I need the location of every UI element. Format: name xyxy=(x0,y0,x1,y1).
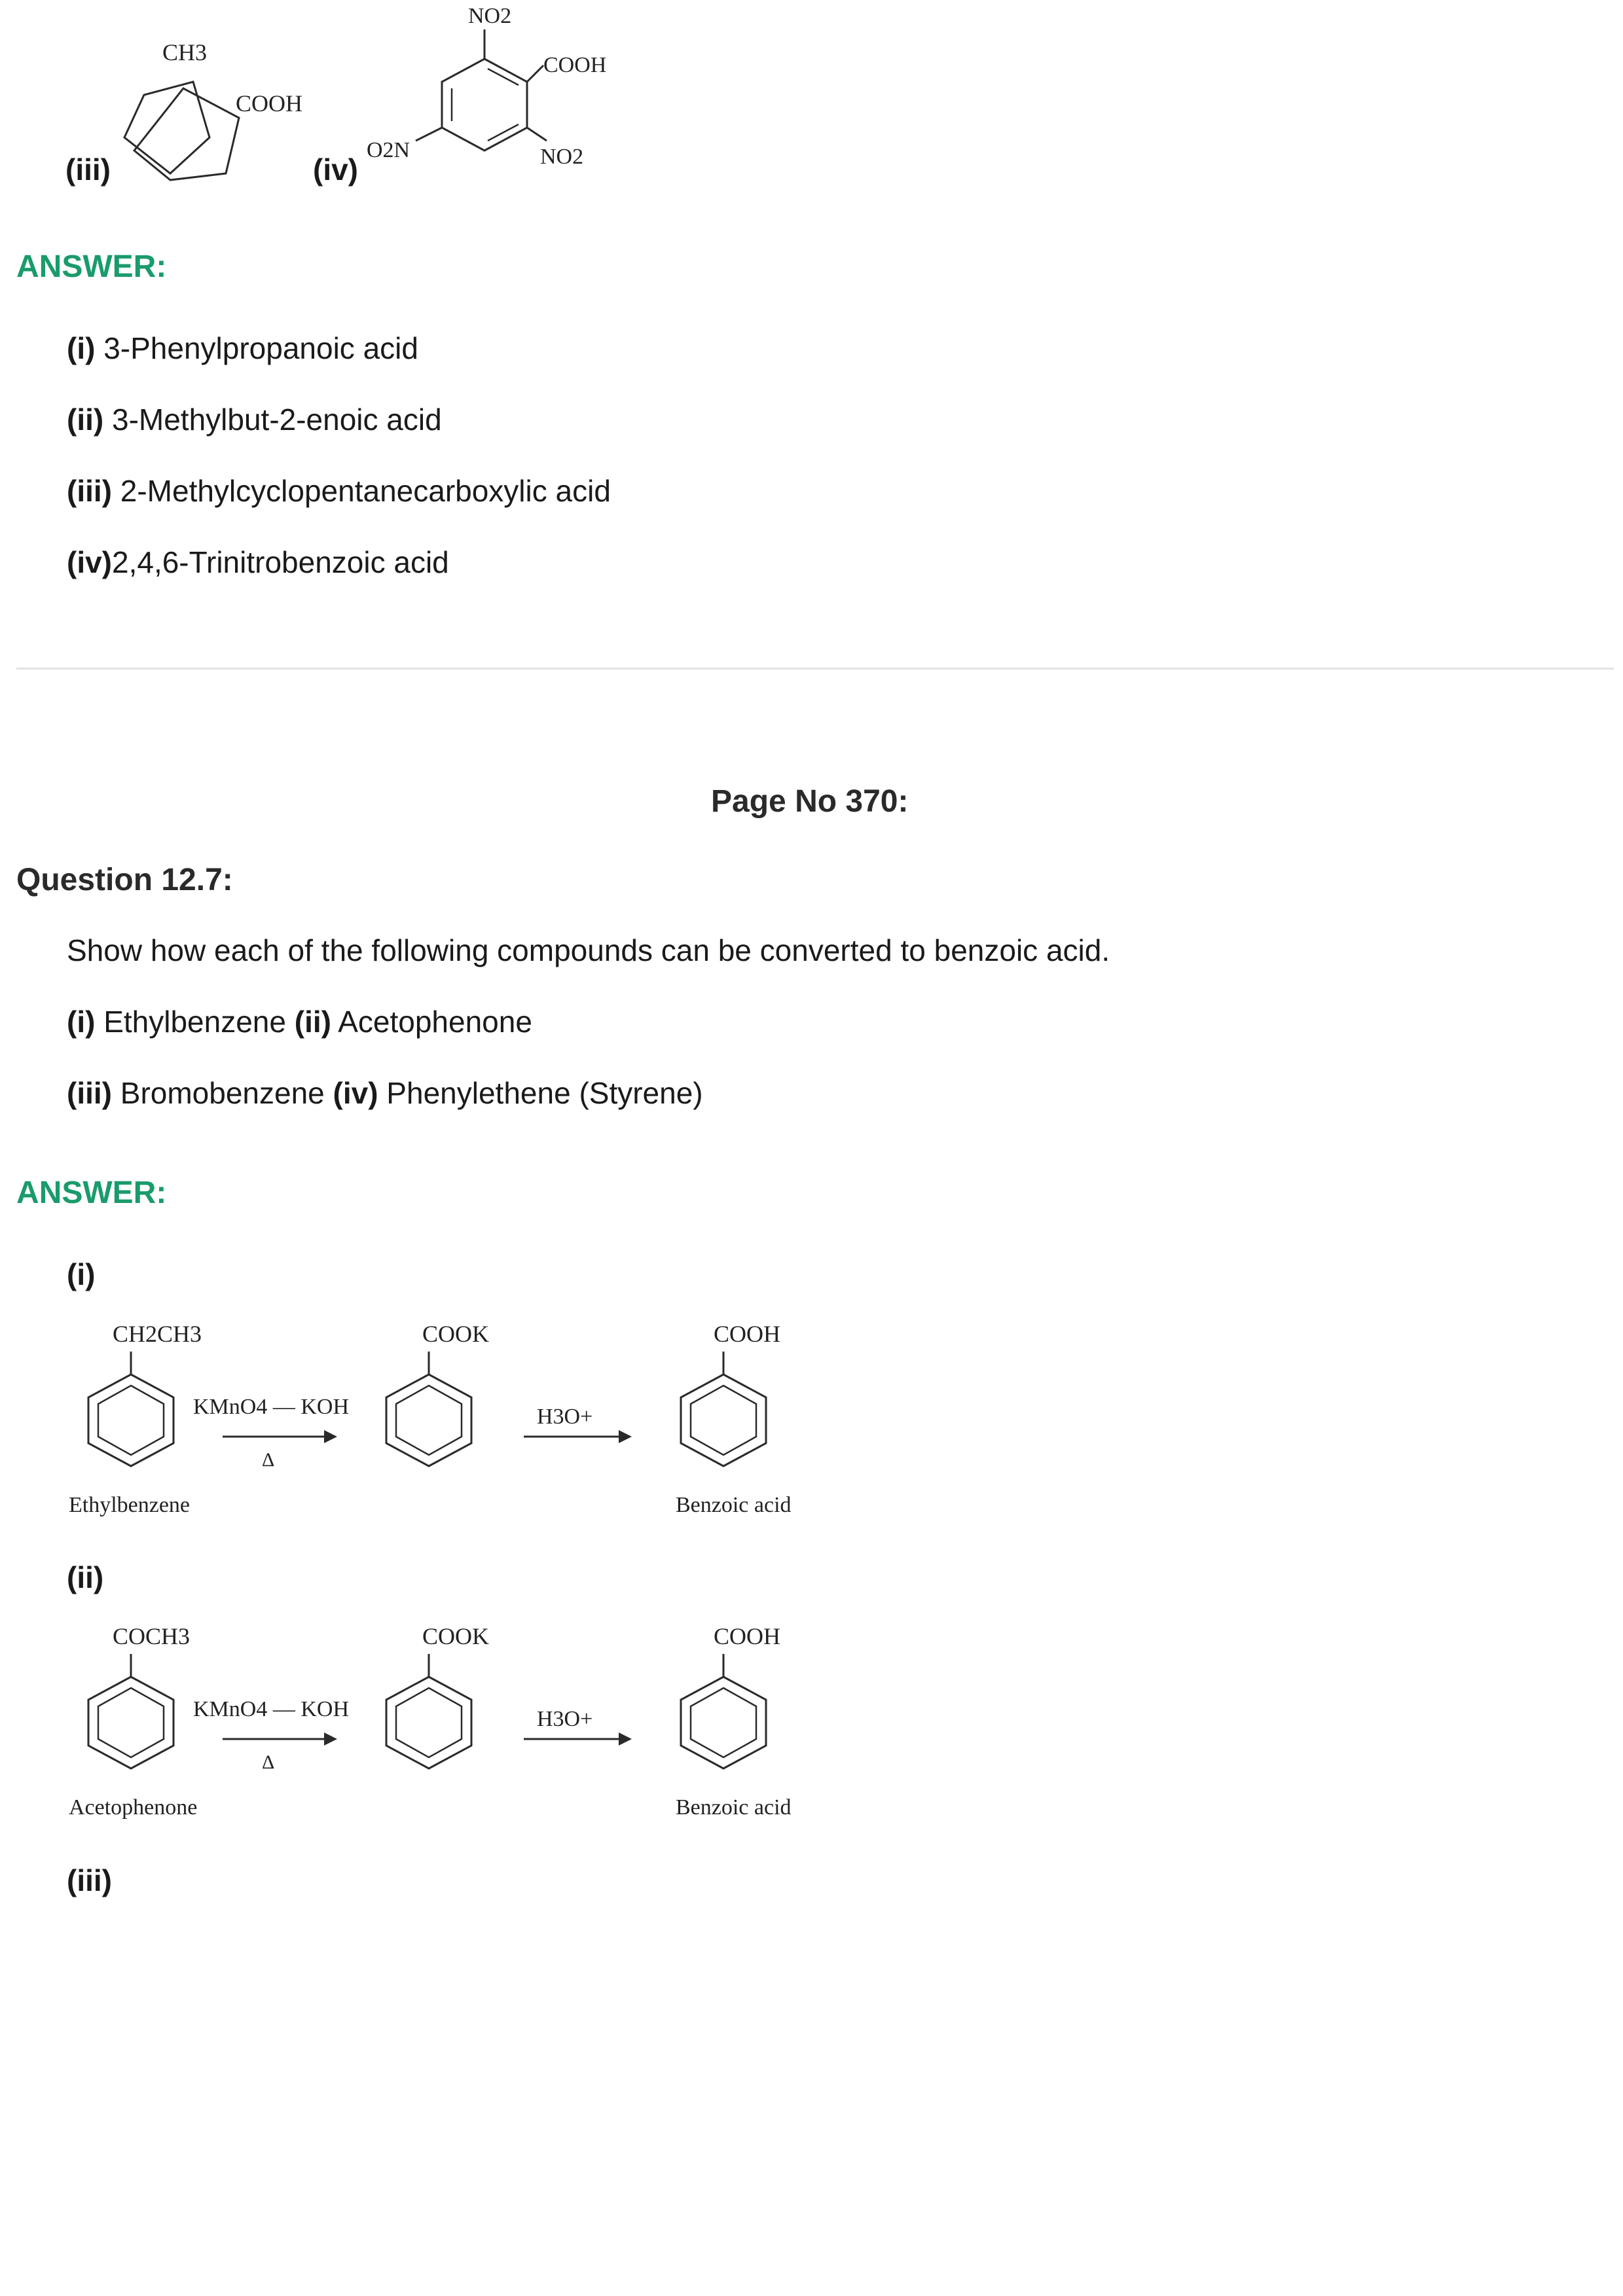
mid-substituent: COOK xyxy=(422,1623,490,1649)
item-label: (iii) xyxy=(67,474,112,508)
item-text: 2,4,6-Trinitrobenzoic acid xyxy=(112,545,449,579)
item-text: 3-Methylbut-2-enoic acid xyxy=(103,403,442,437)
item-text: 2-Methylcyclopentanecarboxylic acid xyxy=(111,474,611,508)
question-title: Question 12.7: xyxy=(16,863,233,897)
structure-iii-cyclopentane xyxy=(105,33,327,190)
heat-label: Δ xyxy=(262,1449,275,1471)
arrow-head xyxy=(619,1732,632,1746)
end-name: Benzoic acid xyxy=(676,1493,792,1517)
page-number: Page No 370: xyxy=(711,784,909,819)
item-text: Phenylethene (Styrene) xyxy=(378,1076,703,1110)
no2-right-label: NO2 xyxy=(540,145,584,169)
item-label: (ii) xyxy=(294,1005,331,1039)
cooh-label: COOH xyxy=(543,53,607,77)
question-prompt: Show how each of the following compounds can be converted to benzoic acid. xyxy=(67,933,1110,967)
item-text: Acetophenone xyxy=(331,1005,532,1039)
end-substituent: COOH xyxy=(714,1321,781,1347)
item-label: (iii) xyxy=(67,1076,112,1110)
part-ii-label: (ii) xyxy=(67,1560,104,1594)
answer-heading: ANSWER: xyxy=(16,1175,167,1210)
ch3-label: CH3 xyxy=(162,39,208,65)
part-i-label: (i) xyxy=(67,1257,96,1291)
answer-item xyxy=(67,331,418,366)
item-text: Bromobenzene xyxy=(111,1076,333,1110)
mid-substituent: COOK xyxy=(422,1321,490,1347)
start-name: Ethylbenzene xyxy=(69,1493,191,1517)
item-text: 3-Phenylpropanoic acid xyxy=(95,331,418,365)
heat-label: Δ xyxy=(262,1751,275,1773)
start-substituent: CH2CH3 xyxy=(113,1321,202,1347)
acid-label: H3O+ xyxy=(537,1707,593,1731)
o2n-label: O2N xyxy=(367,138,410,162)
start-name: Acetophenone xyxy=(69,1795,198,1820)
reagent-label: KMnO4 — KOH xyxy=(193,1395,349,1419)
divider xyxy=(16,668,1614,670)
end-name: Benzoic acid xyxy=(676,1795,792,1820)
reagent-label: KMnO4 — KOH xyxy=(193,1697,349,1721)
answer-item xyxy=(67,402,442,437)
reaction-scheme-ii xyxy=(65,1615,851,1837)
question-line xyxy=(67,1004,532,1039)
end-substituent: COOH xyxy=(714,1623,781,1649)
cooh-label: COOH xyxy=(236,90,303,117)
no2-top-label: NO2 xyxy=(468,4,512,28)
start-substituent: COCH3 xyxy=(113,1623,191,1649)
answer-item xyxy=(67,545,449,580)
item-text: Ethylbenzene xyxy=(95,1005,295,1039)
structure-iv-label: (iv) xyxy=(313,152,358,187)
acid-label: H3O+ xyxy=(537,1405,593,1429)
question-line xyxy=(67,1075,703,1111)
reaction-scheme-i xyxy=(65,1312,851,1535)
item-label: (iv) xyxy=(67,545,112,579)
structure-iv-trinitrobenzoic xyxy=(367,0,668,177)
arrow-head xyxy=(619,1430,632,1443)
structure-iii-label: (iii) xyxy=(65,152,111,187)
answer-heading: ANSWER: xyxy=(16,249,167,284)
item-label: (iv) xyxy=(333,1076,378,1110)
item-label: (i) xyxy=(67,331,96,365)
answer-item xyxy=(67,473,611,509)
arrow-head xyxy=(324,1732,337,1746)
arrow-head xyxy=(324,1430,337,1443)
part-iii-label: (iii) xyxy=(67,1863,112,1897)
item-label: (i) xyxy=(67,1005,96,1039)
item-label: (ii) xyxy=(67,403,104,437)
